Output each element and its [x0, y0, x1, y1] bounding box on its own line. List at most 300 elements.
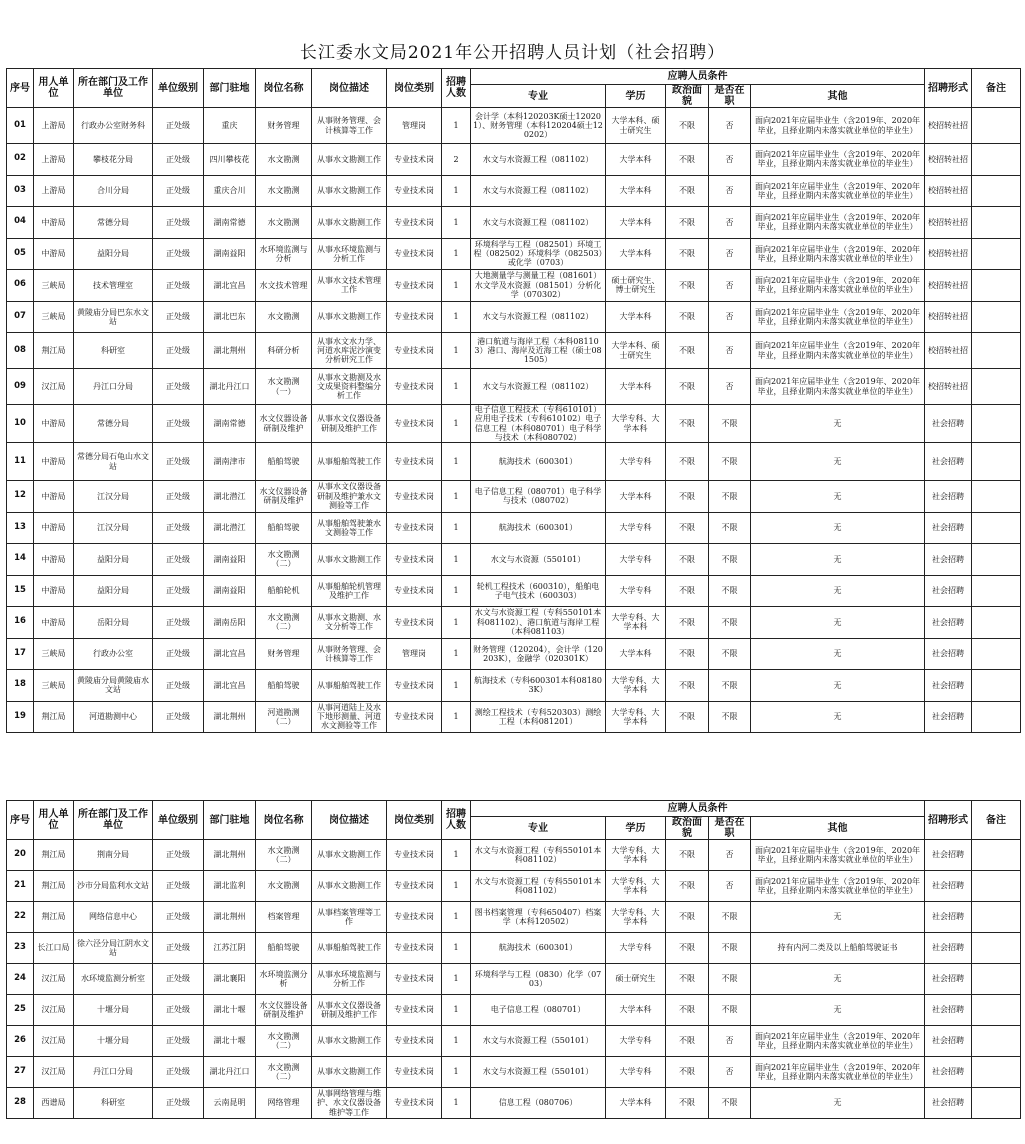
row-desc-cell: 从事水文勘测及水文成果资料整编分析工作: [312, 369, 387, 405]
row-count-cell: 1: [442, 238, 471, 270]
row-dept-cell: 益阳分局: [74, 544, 153, 576]
row-seq-cell: 21: [7, 871, 34, 902]
row-form-cell: 社会招聘: [925, 443, 972, 481]
row-form-cell: 校招转社招: [925, 333, 972, 369]
row-position-cell: 水文勘测（二）: [256, 544, 312, 576]
row-count-cell: 1: [442, 1057, 471, 1088]
row-major-cell: 电子信息工程技术（专科610101）应用电子技术（专科610102）电子信息工程（本科080701）电子科学与技术（本科080702）: [471, 405, 606, 443]
table-row: [7, 108, 1021, 144]
row-position-cell: 水文勘测（一）: [256, 369, 312, 405]
row-employed-cell: 不限: [709, 701, 751, 733]
row-seq-cell: 24: [7, 964, 34, 995]
row-category-cell: 专业技术岗: [387, 607, 442, 639]
row-employed-cell: 不限: [709, 670, 751, 702]
row-form-cell: 社会招聘: [925, 405, 972, 443]
row-level-cell: 正处级: [153, 333, 204, 369]
row-other-cell: 面向2021年应届毕业生（含2019年、2020年毕业，且择业期内未落实就业单位的毕业生）: [751, 207, 925, 239]
row-remark-cell: [972, 238, 1021, 270]
row-political-cell: 不限: [666, 638, 709, 670]
header-desc: 岗位描述: [312, 801, 387, 840]
row-dept-cell: 十堰分局: [74, 1026, 153, 1057]
row-other-cell: 持有内河二类及以上船舶驾驶证书: [751, 933, 925, 964]
row-political-cell: 不限: [666, 1057, 709, 1088]
row-category-cell: 专业技术岗: [387, 207, 442, 239]
row-dept-cell: 行政办公室财务科: [74, 108, 153, 144]
row-form-cell: 社会招聘: [925, 1026, 972, 1057]
table-body-page-2: [7, 840, 1021, 1119]
row-category-cell: 专业技术岗: [387, 1026, 442, 1057]
row-dept-cell: 黄陵庙分局黄陵庙水文站: [74, 670, 153, 702]
row-location-cell: 湖北荆州: [204, 701, 256, 733]
row-employed-cell: 否: [709, 270, 751, 302]
row-count-cell: 1: [442, 902, 471, 933]
row-major-cell: 大地测量学与测量工程（081601）水文学及水资源（081501）分析化学（070302）: [471, 270, 606, 302]
row-form-cell: 社会招聘: [925, 1057, 972, 1088]
row-seq-cell: 04: [7, 207, 34, 239]
row-position-cell: 水文仪器设备研制及维护: [256, 405, 312, 443]
row-education-cell: 硕士研究生、博士研究生: [606, 270, 666, 302]
row-remark-cell: [972, 443, 1021, 481]
row-seq-cell: 06: [7, 270, 34, 302]
header-unit: 用人单位: [34, 69, 74, 108]
row-category-cell: 专业技术岗: [387, 238, 442, 270]
row-form-cell: 社会招聘: [925, 871, 972, 902]
row-seq-cell: 28: [7, 1088, 34, 1119]
table-row: [7, 238, 1021, 270]
row-seq-cell: 13: [7, 512, 34, 544]
row-employed-cell: 否: [709, 369, 751, 405]
row-location-cell: 湖南常德: [204, 207, 256, 239]
row-remark-cell: [972, 144, 1021, 176]
row-political-cell: 不限: [666, 108, 709, 144]
header-form: 招聘形式: [925, 69, 972, 108]
table-row: [7, 481, 1021, 513]
row-form-cell: 校招转社招: [925, 108, 972, 144]
row-level-cell: 正处级: [153, 369, 204, 405]
row-position-cell: 水文勘测: [256, 175, 312, 207]
row-major-cell: 航海技术（专科600301本科081803K）: [471, 670, 606, 702]
row-employed-cell: 不限: [709, 512, 751, 544]
row-level-cell: 正处级: [153, 607, 204, 639]
row-count-cell: 1: [442, 871, 471, 902]
row-education-cell: 大学专科: [606, 544, 666, 576]
row-political-cell: 不限: [666, 512, 709, 544]
row-category-cell: 专业技术岗: [387, 871, 442, 902]
row-major-cell: 测绘工程技术（专科520303）测绘工程（本科081201）: [471, 701, 606, 733]
row-level-cell: 正处级: [153, 670, 204, 702]
row-form-cell: 校招转社招: [925, 144, 972, 176]
row-political-cell: 不限: [666, 481, 709, 513]
row-seq-cell: 01: [7, 108, 34, 144]
header-conditions: 应聘人员条件: [471, 69, 925, 85]
row-location-cell: 湖北十堰: [204, 1026, 256, 1057]
row-position-cell: 档案管理: [256, 902, 312, 933]
row-other-cell: 无: [751, 481, 925, 513]
row-location-cell: 湖北丹江口: [204, 1057, 256, 1088]
row-position-cell: 财务管理: [256, 638, 312, 670]
row-major-cell: 航海技术（600301）: [471, 512, 606, 544]
row-category-cell: 专业技术岗: [387, 701, 442, 733]
row-major-cell: 信息工程（080706）: [471, 1088, 606, 1119]
row-remark-cell: [972, 1088, 1021, 1119]
row-form-cell: 校招转社招: [925, 207, 972, 239]
row-form-cell: 社会招聘: [925, 512, 972, 544]
row-other-cell: 无: [751, 670, 925, 702]
header-level: 单位级别: [153, 801, 204, 840]
row-count-cell: 1: [442, 701, 471, 733]
row-remark-cell: [972, 270, 1021, 302]
row-education-cell: 大学专科、大学本科: [606, 871, 666, 902]
row-major-cell: 环境科学与工程（082501）环境工程（082502）环境科学（082503）或化学（0703）: [471, 238, 606, 270]
header-unit: 用人单位: [34, 801, 74, 840]
row-remark-cell: [972, 670, 1021, 702]
row-position-cell: 水文勘测: [256, 871, 312, 902]
table-row: [7, 270, 1021, 302]
row-employed-cell: 不限: [709, 405, 751, 443]
header-position: 岗位名称: [256, 801, 312, 840]
row-other-cell: 无: [751, 964, 925, 995]
row-other-cell: 面向2021年应届毕业生（含2019年、2020年毕业，且择业期内未落实就业单位的毕业生）: [751, 1057, 925, 1088]
row-other-cell: 无: [751, 512, 925, 544]
row-unit-cell: 荆江局: [34, 902, 74, 933]
row-employed-cell: 不限: [709, 544, 751, 576]
row-education-cell: 大学本科: [606, 995, 666, 1026]
row-other-cell: 面向2021年应届毕业生（含2019年、2020年毕业，且择业期内未落实就业单位的毕业生）: [751, 144, 925, 176]
row-major-cell: 水文与水资源工程（550101）: [471, 1026, 606, 1057]
row-level-cell: 正处级: [153, 544, 204, 576]
row-political-cell: 不限: [666, 995, 709, 1026]
row-location-cell: 湖北襄阳: [204, 964, 256, 995]
row-position-cell: 水环境监测分析: [256, 964, 312, 995]
row-location-cell: 湖南岳阳: [204, 607, 256, 639]
row-position-cell: 船舶驾驶: [256, 512, 312, 544]
row-desc-cell: 从事水文仪器设备研制及维护工作: [312, 995, 387, 1026]
row-unit-cell: 中游局: [34, 405, 74, 443]
row-employed-cell: 否: [709, 175, 751, 207]
row-unit-cell: 中游局: [34, 575, 74, 607]
row-political-cell: 不限: [666, 871, 709, 902]
row-position-cell: 水文勘测（二）: [256, 840, 312, 871]
row-category-cell: 专业技术岗: [387, 544, 442, 576]
row-unit-cell: 上游局: [34, 108, 74, 144]
row-seq-cell: 10: [7, 405, 34, 443]
header-major: 专业: [471, 85, 606, 108]
row-dept-cell: 江汉分局: [74, 481, 153, 513]
header-desc: 岗位描述: [312, 69, 387, 108]
row-major-cell: 港口航道与海岸工程（本科081103）港口、海岸及近海工程（硕士081505）: [471, 333, 606, 369]
row-category-cell: 专业技术岗: [387, 964, 442, 995]
row-seq-cell: 22: [7, 902, 34, 933]
row-unit-cell: 长江口局: [34, 933, 74, 964]
row-dept-cell: 徐六泾分局江阴水文站: [74, 933, 153, 964]
row-other-cell: 无: [751, 902, 925, 933]
header-location: 部门驻地: [204, 801, 256, 840]
table-row: [7, 964, 1021, 995]
row-desc-cell: 从事财务管理、会计核算等工作: [312, 638, 387, 670]
row-count-cell: 1: [442, 995, 471, 1026]
table-row: [7, 544, 1021, 576]
row-position-cell: 水文勘测: [256, 144, 312, 176]
row-desc-cell: 从事水文勘测、水文分析等工作: [312, 607, 387, 639]
row-unit-cell: 荆江局: [34, 333, 74, 369]
row-level-cell: 正处级: [153, 238, 204, 270]
row-location-cell: 湖南益阳: [204, 575, 256, 607]
row-unit-cell: 中游局: [34, 207, 74, 239]
row-other-cell: 面向2021年应届毕业生（含2019年、2020年毕业，且择业期内未落实就业单位的毕业生）: [751, 333, 925, 369]
row-level-cell: 正处级: [153, 840, 204, 871]
row-form-cell: 社会招聘: [925, 701, 972, 733]
row-other-cell: 面向2021年应届毕业生（含2019年、2020年毕业，且择业期内未落实就业单位的毕业生）: [751, 238, 925, 270]
row-count-cell: 1: [442, 301, 471, 333]
row-education-cell: 大学专科、大学本科: [606, 607, 666, 639]
row-education-cell: 硕士研究生: [606, 964, 666, 995]
row-position-cell: 船舶驾驶: [256, 933, 312, 964]
row-category-cell: 专业技术岗: [387, 902, 442, 933]
row-education-cell: 大学专科: [606, 933, 666, 964]
row-employed-cell: 否: [709, 1026, 751, 1057]
row-seq-cell: 23: [7, 933, 34, 964]
row-dept-cell: 荆南分局: [74, 840, 153, 871]
table-row: [7, 840, 1021, 871]
row-political-cell: 不限: [666, 144, 709, 176]
row-seq-cell: 05: [7, 238, 34, 270]
header-level: 单位级别: [153, 69, 204, 108]
row-employed-cell: 不限: [709, 443, 751, 481]
table-row: [7, 207, 1021, 239]
row-location-cell: 湖北宜昌: [204, 670, 256, 702]
header-category: 岗位类别: [387, 801, 442, 840]
row-employed-cell: 否: [709, 238, 751, 270]
row-employed-cell: 否: [709, 871, 751, 902]
header-employed: 是否在职: [709, 85, 751, 108]
header-dept: 所在部门及工作单位: [74, 69, 153, 108]
row-remark-cell: [972, 638, 1021, 670]
row-other-cell: 无: [751, 443, 925, 481]
row-dept-cell: 岳阳分局: [74, 607, 153, 639]
table-row: [7, 369, 1021, 405]
row-location-cell: 湖北十堰: [204, 995, 256, 1026]
row-desc-cell: 从事船舶驾驶兼水文测验等工作: [312, 512, 387, 544]
row-form-cell: 社会招聘: [925, 575, 972, 607]
row-count-cell: 1: [442, 933, 471, 964]
row-form-cell: 社会招聘: [925, 481, 972, 513]
row-other-cell: 面向2021年应届毕业生（含2019年、2020年毕业，且择业期内未落实就业单位的毕业生）: [751, 1026, 925, 1057]
row-education-cell: 大学本科: [606, 175, 666, 207]
row-employed-cell: 否: [709, 333, 751, 369]
row-position-cell: 水文勘测: [256, 301, 312, 333]
row-major-cell: 水文与水资源工程（081102）: [471, 144, 606, 176]
row-unit-cell: 汉江局: [34, 995, 74, 1026]
row-other-cell: 无: [751, 1088, 925, 1119]
row-category-cell: 专业技术岗: [387, 443, 442, 481]
table-row: [7, 670, 1021, 702]
row-location-cell: 湖北荆州: [204, 902, 256, 933]
row-education-cell: 大学本科: [606, 301, 666, 333]
row-employed-cell: 不限: [709, 575, 751, 607]
row-seq-cell: 18: [7, 670, 34, 702]
row-major-cell: 环境科学与工程（0830）化学（0703）: [471, 964, 606, 995]
row-desc-cell: 从事水文勘测工作: [312, 840, 387, 871]
row-location-cell: 湖北宜昌: [204, 638, 256, 670]
row-other-cell: 无: [751, 405, 925, 443]
row-unit-cell: 三峡局: [34, 638, 74, 670]
table-row: [7, 144, 1021, 176]
row-form-cell: 社会招聘: [925, 995, 972, 1026]
row-location-cell: 湖南津市: [204, 443, 256, 481]
row-remark-cell: [972, 1026, 1021, 1057]
row-unit-cell: 三峡局: [34, 270, 74, 302]
row-location-cell: 湖北荆州: [204, 840, 256, 871]
row-dept-cell: 常德分局石龟山水文站: [74, 443, 153, 481]
row-desc-cell: 从事水文水力学、河道水库泥沙演变分析研究工作: [312, 333, 387, 369]
recruitment-table-page-1: [6, 68, 1021, 733]
row-position-cell: 河道勘测（二）: [256, 701, 312, 733]
row-seq-cell: 12: [7, 481, 34, 513]
row-political-cell: 不限: [666, 670, 709, 702]
row-political-cell: 不限: [666, 1026, 709, 1057]
row-major-cell: 水文与水资源工程（专科550101本科081102）: [471, 871, 606, 902]
row-unit-cell: 中游局: [34, 443, 74, 481]
header-seq: 序号: [7, 801, 34, 840]
row-level-cell: 正处级: [153, 638, 204, 670]
row-count-cell: 1: [442, 369, 471, 405]
row-desc-cell: 从事水文勘测工作: [312, 544, 387, 576]
table-row: [7, 405, 1021, 443]
row-seq-cell: 26: [7, 1026, 34, 1057]
row-employed-cell: 不限: [709, 902, 751, 933]
row-count-cell: 1: [442, 670, 471, 702]
row-seq-cell: 25: [7, 995, 34, 1026]
row-major-cell: 航海技术（600301）: [471, 933, 606, 964]
row-seq-cell: 19: [7, 701, 34, 733]
row-form-cell: 社会招聘: [925, 902, 972, 933]
row-position-cell: 水文技术管理: [256, 270, 312, 302]
row-unit-cell: 中游局: [34, 607, 74, 639]
row-count-cell: 1: [442, 1026, 471, 1057]
row-form-cell: 社会招聘: [925, 933, 972, 964]
row-seq-cell: 09: [7, 369, 34, 405]
row-seq-cell: 03: [7, 175, 34, 207]
table-row: [7, 575, 1021, 607]
row-other-cell: 面向2021年应届毕业生（含2019年、2020年毕业，且择业期内未落实就业单位的毕业生）: [751, 871, 925, 902]
row-level-cell: 正处级: [153, 1088, 204, 1119]
row-desc-cell: 从事水文勘测工作: [312, 144, 387, 176]
row-category-cell: 专业技术岗: [387, 333, 442, 369]
row-unit-cell: 三峡局: [34, 670, 74, 702]
table-row: [7, 902, 1021, 933]
row-dept-cell: 河道勘测中心: [74, 701, 153, 733]
row-desc-cell: 从事水环境监测与分析工作: [312, 964, 387, 995]
row-level-cell: 正处级: [153, 512, 204, 544]
table-row: [7, 607, 1021, 639]
row-level-cell: 正处级: [153, 933, 204, 964]
row-employed-cell: 否: [709, 301, 751, 333]
row-count-cell: 1: [442, 575, 471, 607]
row-education-cell: 大学专科、大学本科: [606, 902, 666, 933]
row-education-cell: 大学本科: [606, 369, 666, 405]
table-row: [7, 933, 1021, 964]
row-other-cell: 无: [751, 995, 925, 1026]
row-education-cell: 大学专科: [606, 1026, 666, 1057]
row-seq-cell: 16: [7, 607, 34, 639]
row-unit-cell: 荆江局: [34, 840, 74, 871]
row-major-cell: 水文与水资源工程（081102）: [471, 369, 606, 405]
row-major-cell: 水文与水资源（550101）: [471, 544, 606, 576]
row-education-cell: 大学本科: [606, 144, 666, 176]
row-desc-cell: 从事水环境监测与分析工作: [312, 238, 387, 270]
row-unit-cell: 汉江局: [34, 369, 74, 405]
row-level-cell: 正处级: [153, 144, 204, 176]
row-form-cell: 社会招聘: [925, 638, 972, 670]
row-dept-cell: 网络信息中心: [74, 902, 153, 933]
row-count-cell: 1: [442, 964, 471, 995]
row-remark-cell: [972, 933, 1021, 964]
row-level-cell: 正处级: [153, 481, 204, 513]
row-category-cell: 专业技术岗: [387, 575, 442, 607]
row-location-cell: 江苏江阴: [204, 933, 256, 964]
row-form-cell: 校招转社招: [925, 369, 972, 405]
row-dept-cell: 水环境监测分析室: [74, 964, 153, 995]
row-other-cell: 面向2021年应届毕业生（含2019年、2020年毕业，且择业期内未落实就业单位的毕业生）: [751, 108, 925, 144]
row-dept-cell: 合川分局: [74, 175, 153, 207]
row-dept-cell: 行政办公室: [74, 638, 153, 670]
header-major: 专业: [471, 817, 606, 840]
row-remark-cell: [972, 175, 1021, 207]
row-form-cell: 校招转社招: [925, 270, 972, 302]
row-category-cell: 专业技术岗: [387, 995, 442, 1026]
header-form: 招聘形式: [925, 801, 972, 840]
row-form-cell: 校招转社招: [925, 301, 972, 333]
row-category-cell: 专业技术岗: [387, 840, 442, 871]
row-education-cell: 大学本科: [606, 481, 666, 513]
row-desc-cell: 从事水文勘测工作: [312, 301, 387, 333]
row-unit-cell: 上游局: [34, 175, 74, 207]
row-category-cell: 专业技术岗: [387, 144, 442, 176]
row-form-cell: 社会招聘: [925, 670, 972, 702]
table-row: [7, 1026, 1021, 1057]
row-other-cell: 面向2021年应届毕业生（含2019年、2020年毕业，且择业期内未落实就业单位的毕业生）: [751, 840, 925, 871]
header-education: 学历: [606, 817, 666, 840]
row-employed-cell: 不限: [709, 638, 751, 670]
header-count: 招聘人数: [442, 801, 471, 840]
row-dept-cell: 技术管理室: [74, 270, 153, 302]
row-employed-cell: 否: [709, 144, 751, 176]
row-remark-cell: [972, 995, 1021, 1026]
row-dept-cell: 丹江口分局: [74, 1057, 153, 1088]
row-political-cell: 不限: [666, 301, 709, 333]
row-other-cell: 无: [751, 575, 925, 607]
row-count-cell: 1: [442, 207, 471, 239]
row-major-cell: 水文与水资源工程（专科550101本科081102）: [471, 840, 606, 871]
header-location: 部门驻地: [204, 69, 256, 108]
row-education-cell: 大学本科: [606, 1088, 666, 1119]
row-seq-cell: 07: [7, 301, 34, 333]
row-dept-cell: 十堰分局: [74, 995, 153, 1026]
row-category-cell: 专业技术岗: [387, 405, 442, 443]
row-political-cell: 不限: [666, 175, 709, 207]
row-employed-cell: 不限: [709, 964, 751, 995]
row-count-cell: 1: [442, 405, 471, 443]
row-political-cell: 不限: [666, 270, 709, 302]
row-political-cell: 不限: [666, 1088, 709, 1119]
row-dept-cell: 江汉分局: [74, 512, 153, 544]
row-form-cell: 社会招聘: [925, 964, 972, 995]
row-major-cell: 航海技术（600301）: [471, 443, 606, 481]
row-remark-cell: [972, 607, 1021, 639]
row-category-cell: 专业技术岗: [387, 301, 442, 333]
row-employed-cell: 否: [709, 108, 751, 144]
row-level-cell: 正处级: [153, 443, 204, 481]
